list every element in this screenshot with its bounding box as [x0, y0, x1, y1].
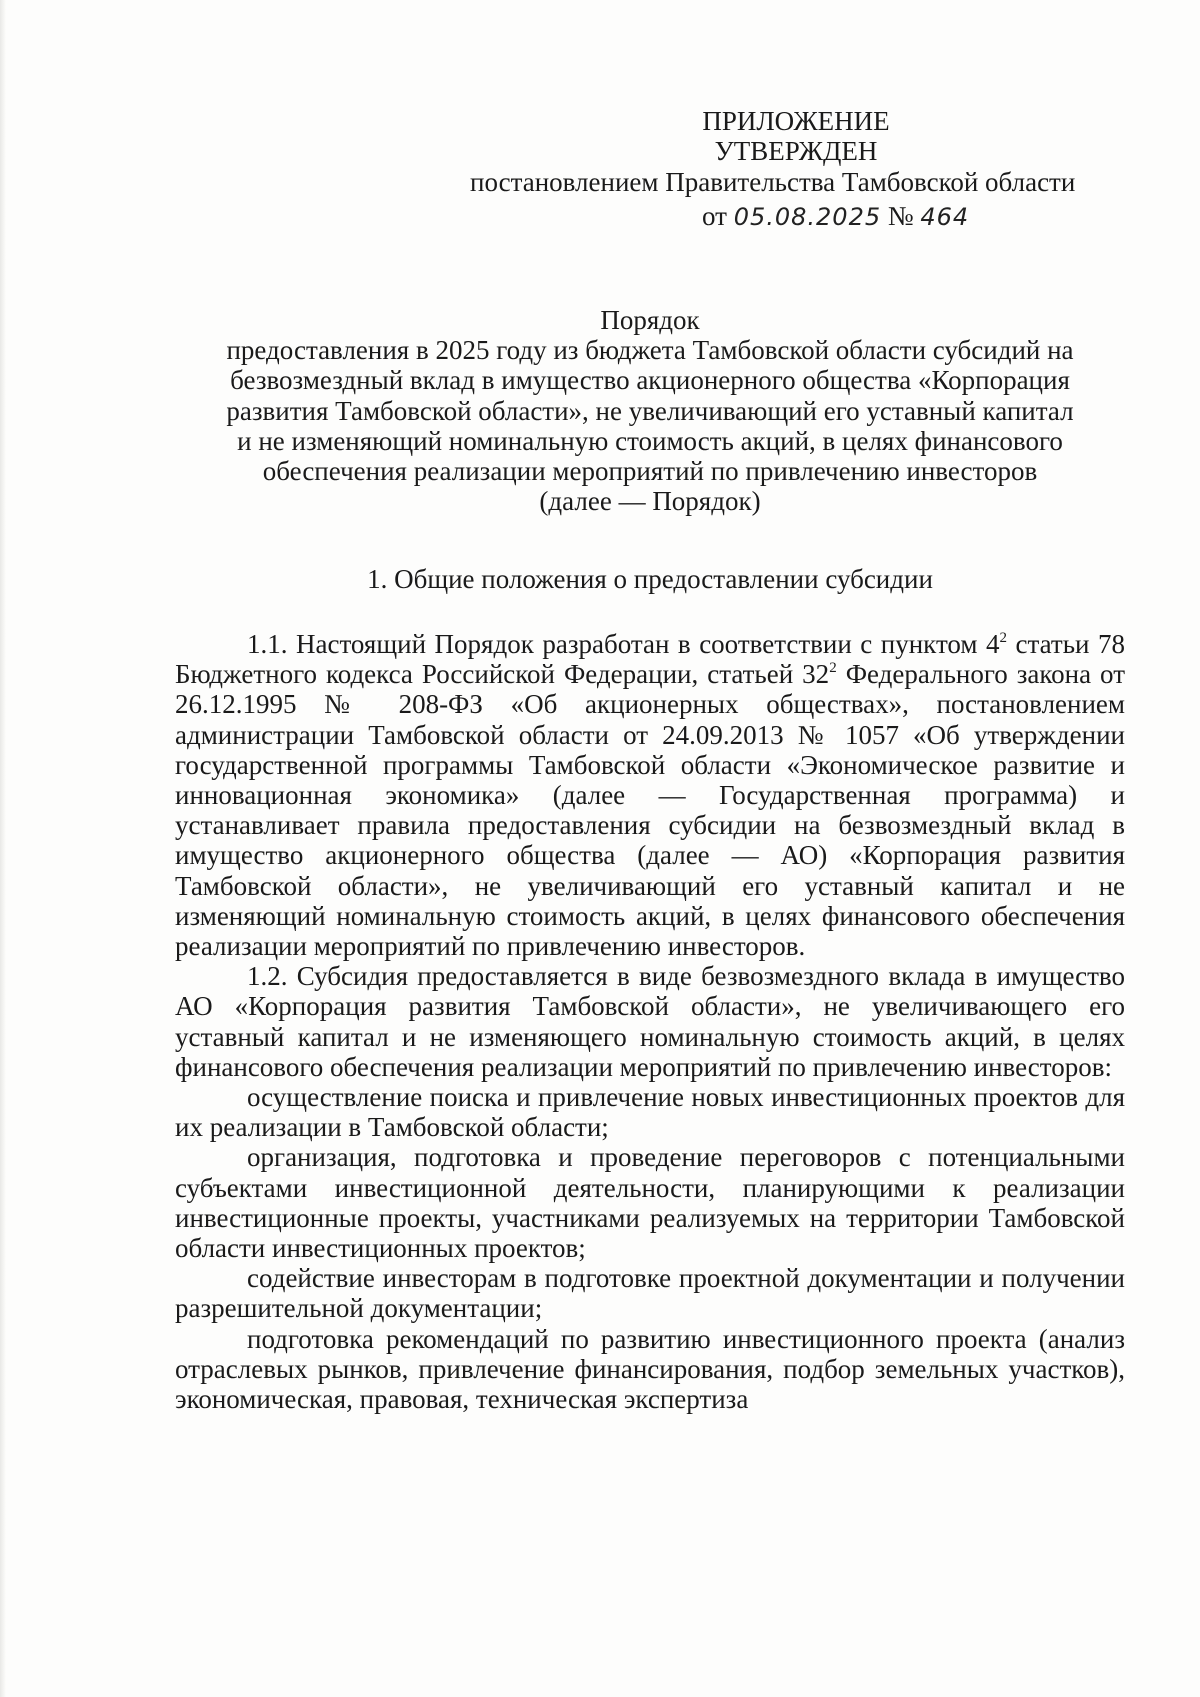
appendix-label: ПРИЛОЖЕНИЕ	[702, 106, 890, 136]
document-body	[175, 629, 1125, 1414]
handwritten-date: 05.08.2025	[733, 202, 882, 231]
title-line: (далее — Порядок)	[539, 486, 761, 517]
approval-stamp-block	[470, 106, 1130, 232]
document-title	[175, 305, 1125, 516]
scan-edge	[0, 0, 6, 1697]
paragraph-1-1	[175, 629, 1125, 961]
decree-date-line	[702, 201, 1130, 232]
superscript: 2	[829, 660, 837, 677]
decree-line: постановлением Правительства Тамбовской области	[470, 167, 1076, 198]
paragraph-1-2: 1.2. Субсидия предоставляется в виде безвозмездного вклада в имущество АО «Корпорация развития Тамбовской области», не увеличивающего его уставный капитал и не изменяющего номинальную стоимость акций, в целях финансового обеспечения реализации мероприятий по привлечению инвесторов:	[175, 961, 1125, 1082]
title-line: обеспечения реализации мероприятий по привлечению инвесторов	[262, 456, 1038, 487]
list-item: содействие инвесторам в подготовке проектной документации и получении разрешительной документации;	[175, 1263, 1125, 1324]
title-heading: Порядок	[600, 305, 700, 335]
list-item: осуществление поиска и привлечение новых инвестиционных проектов для их реализации в Тамбовской области;	[175, 1082, 1125, 1143]
title-line: и не изменяющий номинальную стоимость акций, в целях финансового	[237, 425, 1063, 456]
paragraph-text: Федерального закона от 26.12.1995 № 208-ФЗ «Об акционерных обществах», постановлением администрации Тамбовской области от 24.09.2013 № 1057 «Об утверждении государственной программы Тамбовской области «Экономическое развитие и инновационная экономика» (далее — Государственная программа) и устанавливает правила предоставления субсидии на безвозмездный вклад в имущество акционерного общества (далее — АО) «Корпорация развития Тамбовской области», не увеличивающий его уставный капитал и не изменяющий номинальную стоимость акций, в целях финансового обеспечения реализации мероприятий по привлечению инвесторов.	[175, 659, 1125, 962]
title-line: предоставления в 2025 году из бюджета Тамбовской области субсидий на	[226, 335, 1074, 366]
number-sign: №	[887, 200, 914, 231]
handwritten-number: 464	[920, 202, 970, 231]
approved-label: УТВЕРЖДЕН	[714, 136, 878, 167]
title-line: безвозмездный вклад в имущество акционерного общества «Корпорация	[230, 365, 1070, 396]
list-item: подготовка рекомендаций по развитию инвестиционного проекта (анализ отраслевых рынков, привлечение финансирования, подбор земельных участков), экономическая, правовая, техническая экспертиза	[175, 1323, 1125, 1415]
date-prefix: от	[702, 200, 727, 231]
title-line: развития Тамбовской области», не увеличивающий его уставный капитал	[226, 395, 1074, 426]
paragraph-text: статьи 78 Бюджетного кодекса Российской Федерации, статьей 32	[175, 629, 1125, 690]
title-text	[175, 335, 1125, 516]
superscript: 2	[999, 630, 1007, 646]
paragraph-text: 1.1. Настоящий Порядок разработан в соответствии с пунктом 4	[247, 629, 1000, 659]
list-item: организация, подготовка и проведение переговоров с потенциальными субъектами инвестиционной деятельности, планирующими к реализации инвестиционные проекты, участниками реализуемых на территории Тамбовской области инвестиционных проектов;	[175, 1142, 1125, 1264]
section-heading: 1. Общие положения о предоставлении субсидии	[367, 564, 933, 594]
